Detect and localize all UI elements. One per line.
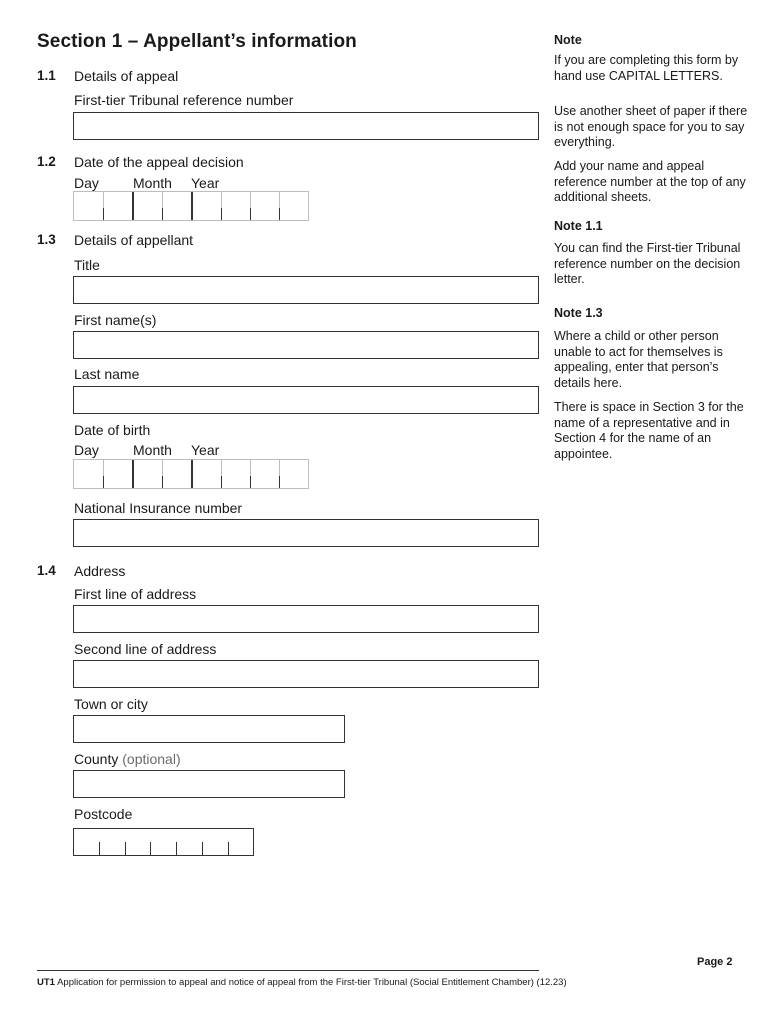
county-optional-text: (optional) xyxy=(122,751,181,767)
first-name-label: First name(s) xyxy=(74,312,157,328)
question-number-1-1: 1.1 xyxy=(37,68,56,83)
postcode-label: Postcode xyxy=(74,806,133,822)
postcode-input[interactable] xyxy=(73,828,254,856)
first-name-input[interactable] xyxy=(73,331,539,359)
last-name-input[interactable] xyxy=(73,386,539,414)
decision-date-day-header: Day xyxy=(74,175,99,191)
decision-date-year-header: Year xyxy=(191,175,220,191)
note-paragraph-1: If you are completing this form by hand use CAPITAL LETTERS. xyxy=(554,53,739,83)
note-1-3-paragraph-1: Where a child or other person unable to act for themselves is appealing, enter that person’s details here. xyxy=(554,329,723,390)
county-label xyxy=(74,751,181,767)
form-code: UT1 xyxy=(37,977,55,988)
ni-number-input[interactable] xyxy=(73,519,539,547)
decision-date-input[interactable] xyxy=(73,191,309,221)
note-paragraph-2: Use another sheet of paper if there is not enough space for you to say everything. xyxy=(554,104,748,149)
address-line1-input[interactable] xyxy=(73,605,539,633)
ni-number-label: National Insurance number xyxy=(74,500,243,516)
address-label: Address xyxy=(74,563,126,579)
note-heading: Note xyxy=(554,33,582,47)
question-number-1-2: 1.2 xyxy=(37,154,56,169)
dob-year-header: Year xyxy=(191,442,220,458)
title-label: Title xyxy=(74,257,100,273)
date-of-birth-label: Date of birth xyxy=(74,422,151,438)
last-name-label: Last name xyxy=(74,366,140,382)
form-description: Application for permission to appeal and notice of appeal from the First-tier Tribunal (Social Entitlement Chamber) (12.23) xyxy=(57,977,567,988)
title-input[interactable] xyxy=(73,276,539,304)
note-paragraph-3: Add your name and appeal reference number at the top of any additional sheets. xyxy=(554,159,746,204)
footer-text xyxy=(37,977,567,988)
town-label: Town or city xyxy=(74,696,148,712)
note-1-1-heading: Note 1.1 xyxy=(554,219,603,233)
note-1-3-heading: Note 1.3 xyxy=(554,306,603,320)
note-1-1-paragraph: You can find the First-tier Tribunal reference number on the decision letter. xyxy=(554,241,741,286)
question-number-1-4: 1.4 xyxy=(37,563,56,578)
question-number-1-3: 1.3 xyxy=(37,232,56,247)
address-line2-label: Second line of address xyxy=(74,641,217,657)
details-of-appellant-label: Details of appellant xyxy=(74,232,194,248)
address-line1-label: First line of address xyxy=(74,586,197,602)
date-of-birth-input[interactable] xyxy=(73,459,309,489)
page-number: Page 2 xyxy=(697,956,733,968)
county-input[interactable] xyxy=(73,770,345,798)
dob-day-header: Day xyxy=(74,442,99,458)
decision-date-month-header: Month xyxy=(133,175,172,191)
address-line2-input[interactable] xyxy=(73,660,539,688)
tribunal-reference-label: First-tier Tribunal reference number xyxy=(74,92,294,108)
appeal-decision-date-label: Date of the appeal decision xyxy=(74,154,244,170)
tribunal-reference-input[interactable] xyxy=(73,112,539,140)
county-label-text: County xyxy=(74,751,119,767)
note-1-3-paragraph-2: There is space in Section 3 for the name of a representative and in Section 4 for the name of an appointee. xyxy=(554,400,744,461)
dob-month-header: Month xyxy=(133,442,172,458)
town-input[interactable] xyxy=(73,715,345,743)
footer-divider xyxy=(37,970,539,971)
section-title: Section 1 – Appellant’s information xyxy=(37,31,357,52)
details-of-appeal-label: Details of appeal xyxy=(74,68,179,84)
